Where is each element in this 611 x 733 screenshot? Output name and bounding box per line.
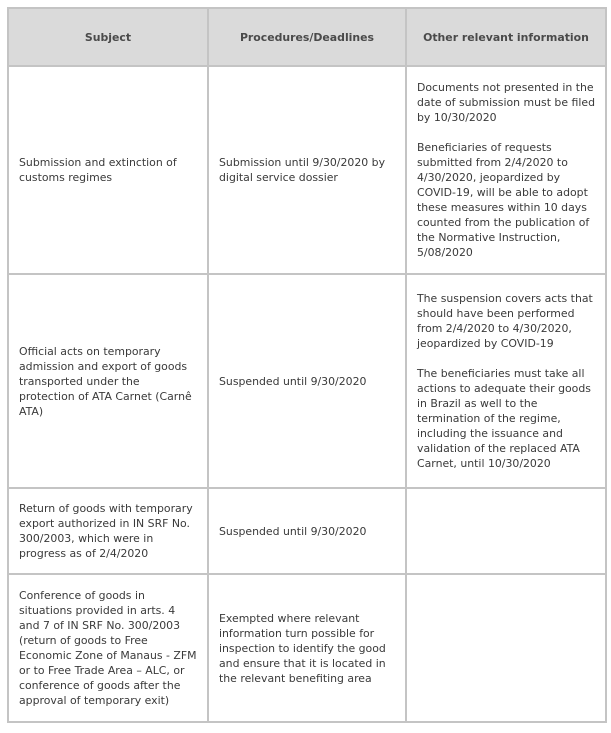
info-paragraph: Beneficiaries of requests submitted from 2/4/2020 to 4/30/2020, jeopardized by COVID-19, will be able to adopt these measures within 10 days counted from the publication of the Normative Instruction, 5/08/2020	[417, 141, 590, 259]
subject-cell: Return of goods with temporary export authorized in IN SRF No. 300/2003, which were in progress as of 2/4/2020	[8, 488, 208, 574]
table-row	[8, 574, 606, 722]
table-row	[8, 274, 606, 488]
info-cell	[406, 66, 606, 274]
procedures-cell: Exempted where relevant information turn possible for inspection to identify the good and ensure that it is located in the relevant benefiting area	[208, 574, 406, 722]
procedures-cell: Submission until 9/30/2020 by digital service dossier	[208, 66, 406, 274]
info-cell-empty	[406, 574, 606, 722]
info-paragraph: The suspension covers acts that should have been performed from 2/4/2020 to 4/30/2020, jeopardized by COVID-19	[417, 292, 593, 350]
info-cell	[406, 274, 606, 488]
customs-regimes-table	[7, 7, 607, 723]
table-row	[8, 66, 606, 274]
header-other-relevant-information: Other relevant information	[406, 8, 606, 66]
table-body	[8, 66, 606, 722]
table-row	[8, 488, 606, 574]
subject-cell: Conference of goods in situations provided in arts. 4 and 7 of IN SRF No. 300/2003 (return of goods to Free Economic Zone of Manaus - ZFM or to Free Trade Area – ALC, or conference of goods after the approval of temporary exit)	[8, 574, 208, 722]
subject-cell: Official acts on temporary admission and export of goods transported under the protection of ATA Carnet (Carnê ATA)	[8, 274, 208, 488]
procedures-cell: Suspended until 9/30/2020	[208, 274, 406, 488]
info-cell-empty	[406, 488, 606, 574]
header-row	[8, 8, 606, 66]
table-header	[8, 8, 606, 66]
procedures-cell: Suspended until 9/30/2020	[208, 488, 406, 574]
subject-cell: Submission and extinction of customs regimes	[8, 66, 208, 274]
header-subject: Subject	[8, 8, 208, 66]
header-procedures-deadlines: Procedures/Deadlines	[208, 8, 406, 66]
info-paragraph: The beneficiaries must take all actions to adequate their goods in Brazil as well to the termination of the regime, including the issuance and validation of the replaced ATA Carnet, until 10/30/2020	[417, 367, 591, 470]
info-paragraph: Documents not presented in the date of submission must be filed by 10/30/2020	[417, 81, 595, 124]
